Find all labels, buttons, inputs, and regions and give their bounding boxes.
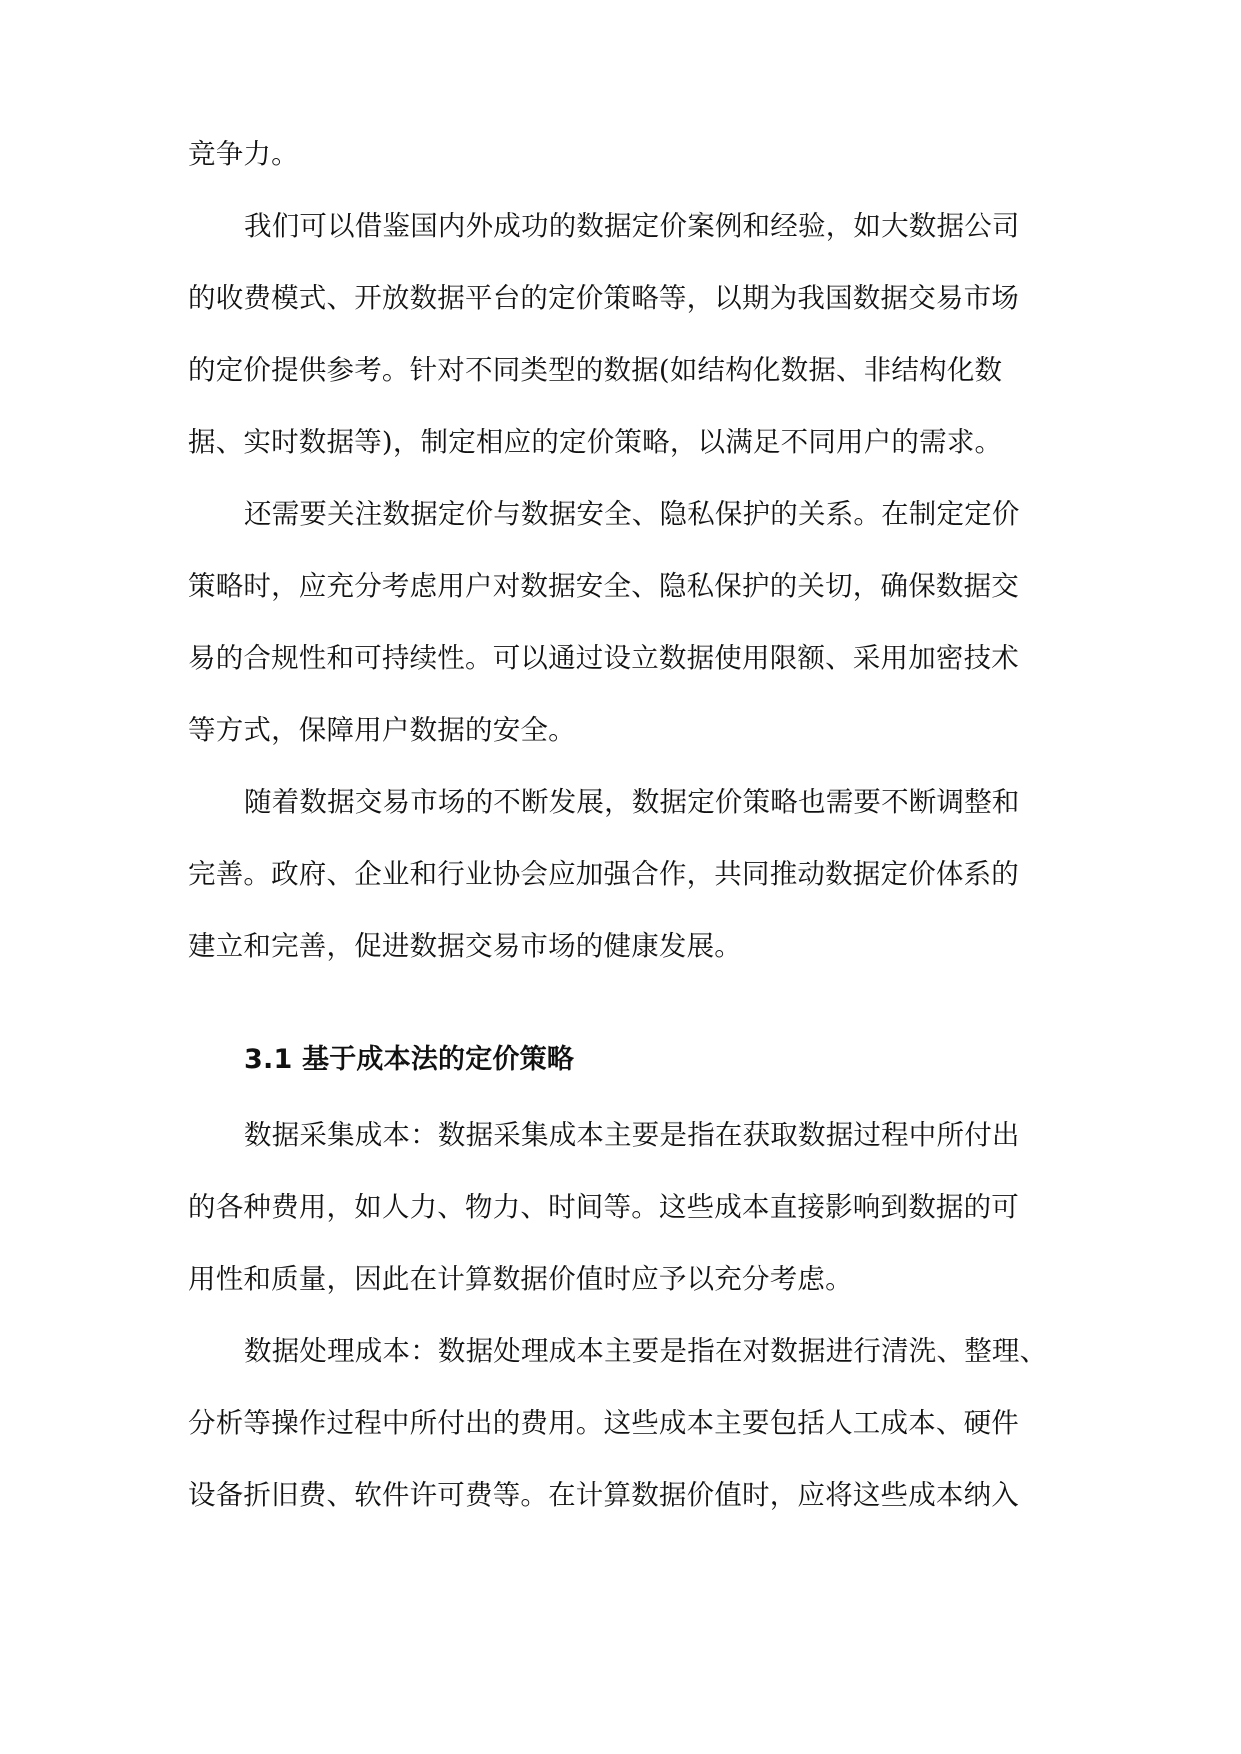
text-line: 的各种费用，如人力、物力、时间等。这些成本直接影响到数据的可: [188, 1191, 1019, 1223]
text-line: 建立和完善，促进数据交易市场的健康发展。: [188, 930, 742, 962]
text-line: 的定价提供参考。针对不同类型的数据(如结构化数据、非结构化数: [188, 354, 1003, 386]
text-line: 数据处理成本：数据处理成本主要是指在对数据进行清洗、整理、: [244, 1335, 1048, 1367]
text-line: 设备折旧费、软件许可费等。在计算数据价值时，应将这些成本纳入: [188, 1479, 1019, 1511]
text-line: 易的合规性和可持续性。可以通过设立数据使用限额、采用加密技术: [188, 642, 1019, 674]
text-line: 数据采集成本：数据采集成本主要是指在获取数据过程中所付出: [244, 1119, 1020, 1151]
text-line: 策略时，应充分考虑用户对数据安全、隐私保护的关切，确保数据交: [188, 570, 1019, 602]
text-line: 分析等操作过程中所付出的费用。这些成本主要包括人工成本、硬件: [188, 1407, 1019, 1439]
text-line: 完善。政府、企业和行业协会应加强合作，共同推动数据定价体系的: [188, 858, 1019, 890]
text-line: 用性和质量，因此在计算数据价值时应予以充分考虑。: [188, 1263, 853, 1295]
text-line: 的收费模式、开放数据平台的定价策略等，以期为我国数据交易市场: [188, 282, 1019, 314]
text-line: 等方式，保障用户数据的安全。: [188, 714, 576, 746]
text-line: 我们可以借鉴国内外成功的数据定价案例和经验，如大数据公司: [244, 210, 1020, 242]
text-line: 随着数据交易市场的不断发展，数据定价策略也需要不断调整和: [244, 786, 1020, 818]
text-line: 还需要关注数据定价与数据安全、隐私保护的关系。在制定定价: [244, 498, 1020, 530]
text-line: 竞争力。: [188, 138, 299, 170]
text-line: 据、实时数据等)，制定相应的定价策略，以满足不同用户的需求。: [188, 426, 1003, 458]
section-heading: 3.1 基于成本法的定价策略: [244, 1044, 575, 1075]
